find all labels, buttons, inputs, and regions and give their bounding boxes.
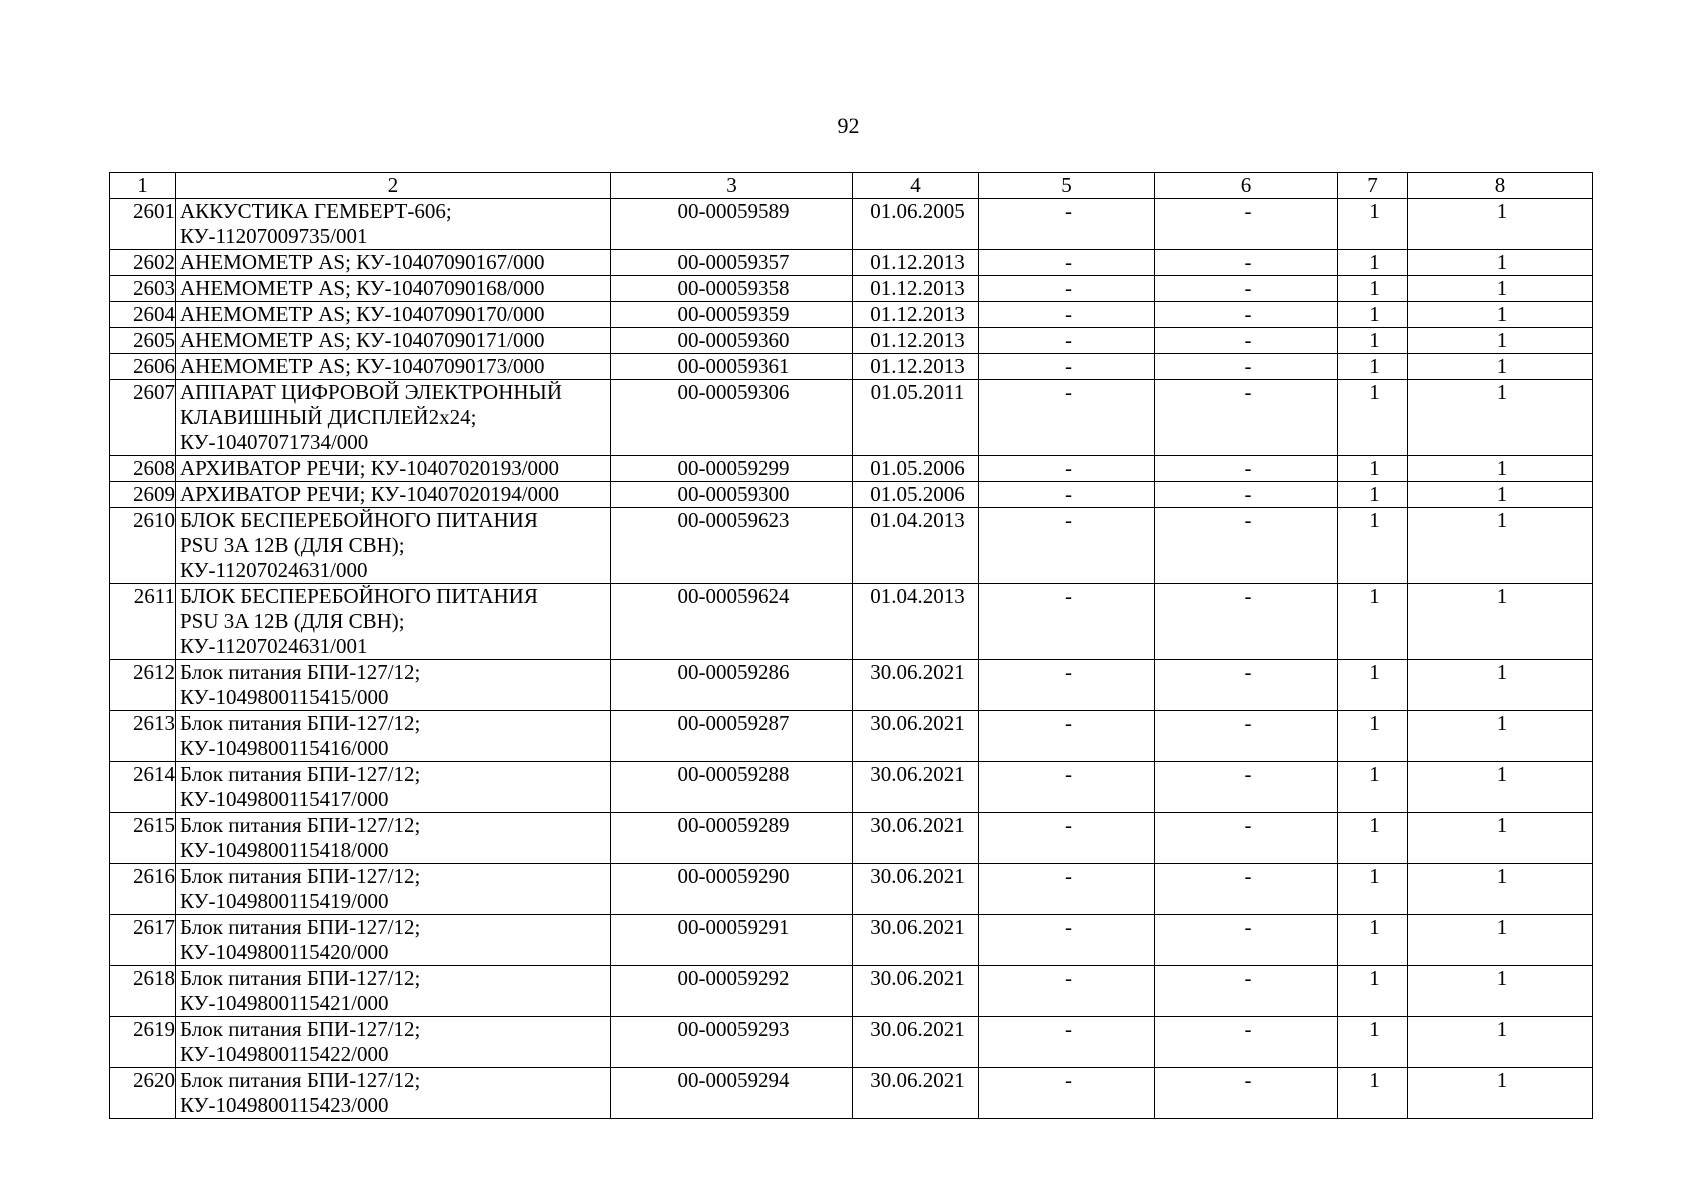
column-7-cell: 1 (1338, 250, 1408, 276)
column-7-cell: 1 (1338, 813, 1408, 864)
column-8-cell: 1 (1408, 199, 1593, 250)
row-number-cell: 2601 (110, 199, 176, 250)
date-cell: 30.06.2021 (853, 1017, 979, 1068)
table-row (110, 762, 1593, 813)
inventory-code-cell: 00-00059361 (611, 354, 853, 380)
column-7-cell: 1 (1338, 302, 1408, 328)
table-row (110, 302, 1593, 328)
column-5-cell: - (979, 328, 1155, 354)
column-8-cell: 1 (1408, 380, 1593, 456)
item-name-cell (176, 915, 611, 966)
column-5-cell: - (979, 302, 1155, 328)
item-name-line: Блок питания БПИ-127/12; (180, 966, 421, 990)
date-cell: 01.12.2013 (853, 276, 979, 302)
table-row (110, 584, 1593, 660)
date-cell: 30.06.2021 (853, 813, 979, 864)
item-name-line: Блок питания БПИ-127/12; (180, 1017, 421, 1041)
column-6-cell: - (1155, 354, 1338, 380)
inventory-code-cell: 00-00059589 (611, 199, 853, 250)
column-5-cell: - (979, 711, 1155, 762)
table-body (110, 199, 1593, 1119)
item-name-cell (176, 456, 611, 482)
column-7-cell: 1 (1338, 762, 1408, 813)
row-number-cell: 2606 (110, 354, 176, 380)
inventory-code-cell: 00-00059359 (611, 302, 853, 328)
column-header-8: 8 (1408, 173, 1593, 199)
date-cell: 30.06.2021 (853, 711, 979, 762)
column-6-cell: - (1155, 276, 1338, 302)
inventory-code-cell: 00-00059289 (611, 813, 853, 864)
inventory-code-cell: 00-00059299 (611, 456, 853, 482)
column-8-cell: 1 (1408, 915, 1593, 966)
column-7-cell: 1 (1338, 456, 1408, 482)
date-cell: 01.06.2005 (853, 199, 979, 250)
row-number-cell: 2612 (110, 660, 176, 711)
column-8-cell: 1 (1408, 328, 1593, 354)
item-name-line: Блок питания БПИ-127/12; (180, 915, 421, 939)
column-8-cell: 1 (1408, 711, 1593, 762)
item-name-cell (176, 380, 611, 456)
row-number-cell: 2609 (110, 482, 176, 508)
inventory-code-cell: 00-00059306 (611, 380, 853, 456)
column-6-cell: - (1155, 328, 1338, 354)
column-7-cell: 1 (1338, 276, 1408, 302)
table-row (110, 660, 1593, 711)
header-row (110, 173, 1593, 199)
item-name-line: КУ-1049800115417/000 (180, 787, 389, 811)
table-row (110, 276, 1593, 302)
item-name-line: КУ-1049800115423/000 (180, 1093, 389, 1117)
column-6-cell: - (1155, 456, 1338, 482)
table-row (110, 813, 1593, 864)
row-number-cell: 2618 (110, 966, 176, 1017)
column-6-cell: - (1155, 864, 1338, 915)
column-5-cell: - (979, 864, 1155, 915)
item-name-line: PSU 3A 12В (ДЛЯ СВН); (180, 533, 405, 557)
row-number-cell: 2602 (110, 250, 176, 276)
inventory-code-cell: 00-00059292 (611, 966, 853, 1017)
item-name-line: Блок питания БПИ-127/12; (180, 864, 421, 888)
date-cell: 01.05.2006 (853, 482, 979, 508)
column-5-cell: - (979, 1068, 1155, 1119)
column-8-cell: 1 (1408, 250, 1593, 276)
item-name-line: КУ-11207024631/001 (180, 634, 368, 658)
item-name-cell (176, 1068, 611, 1119)
date-cell: 01.04.2013 (853, 508, 979, 584)
item-name-line: Блок питания БПИ-127/12; (180, 660, 421, 684)
date-cell: 01.12.2013 (853, 250, 979, 276)
column-8-cell: 1 (1408, 660, 1593, 711)
column-5-cell: - (979, 915, 1155, 966)
column-5-cell: - (979, 813, 1155, 864)
item-name-cell (176, 711, 611, 762)
inventory-code-cell: 00-00059286 (611, 660, 853, 711)
inventory-code-cell: 00-00059360 (611, 328, 853, 354)
inventory-code-cell: 00-00059623 (611, 508, 853, 584)
row-number-cell: 2607 (110, 380, 176, 456)
table-row (110, 915, 1593, 966)
column-8-cell: 1 (1408, 354, 1593, 380)
column-6-cell: - (1155, 966, 1338, 1017)
inventory-code-cell: 00-00059624 (611, 584, 853, 660)
item-name-cell (176, 762, 611, 813)
inventory-code-cell: 00-00059293 (611, 1017, 853, 1068)
table-row (110, 1017, 1593, 1068)
table-row (110, 711, 1593, 762)
inventory-code-cell: 00-00059300 (611, 482, 853, 508)
table-row (110, 199, 1593, 250)
column-6-cell: - (1155, 482, 1338, 508)
item-name-line: АНЕМОМЕТР AS; КУ-10407090170/000 (180, 302, 545, 326)
date-cell: 30.06.2021 (853, 915, 979, 966)
column-7-cell: 1 (1338, 660, 1408, 711)
column-7-cell: 1 (1338, 966, 1408, 1017)
date-cell: 30.06.2021 (853, 762, 979, 813)
item-name-cell (176, 508, 611, 584)
inventory-code-cell: 00-00059357 (611, 250, 853, 276)
column-6-cell: - (1155, 508, 1338, 584)
table-row (110, 966, 1593, 1017)
column-6-cell: - (1155, 915, 1338, 966)
item-name-line: Блок питания БПИ-127/12; (180, 762, 421, 786)
column-5-cell: - (979, 199, 1155, 250)
date-cell: 01.12.2013 (853, 354, 979, 380)
column-header-7: 7 (1338, 173, 1408, 199)
item-name-cell (176, 660, 611, 711)
table-header (110, 173, 1593, 199)
item-name-line: БЛОК БЕСПЕРЕБОЙНОГО ПИТАНИЯ (180, 508, 538, 532)
row-number-cell: 2614 (110, 762, 176, 813)
item-name-line: КУ-1049800115415/000 (180, 685, 389, 709)
column-8-cell: 1 (1408, 584, 1593, 660)
item-name-line: КУ-1049800115418/000 (180, 838, 389, 862)
date-cell: 01.05.2011 (853, 380, 979, 456)
item-name-line: КУ-1049800115420/000 (180, 940, 389, 964)
column-5-cell: - (979, 456, 1155, 482)
column-8-cell: 1 (1408, 762, 1593, 813)
column-6-cell: - (1155, 762, 1338, 813)
column-7-cell: 1 (1338, 584, 1408, 660)
table-row (110, 354, 1593, 380)
item-name-line: АНЕМОМЕТР AS; КУ-10407090167/000 (180, 250, 545, 274)
item-name-line: КУ-1049800115419/000 (180, 889, 389, 913)
column-6-cell: - (1155, 302, 1338, 328)
inventory-code-cell: 00-00059294 (611, 1068, 853, 1119)
date-cell: 01.12.2013 (853, 302, 979, 328)
column-7-cell: 1 (1338, 915, 1408, 966)
column-5-cell: - (979, 508, 1155, 584)
table-row (110, 1068, 1593, 1119)
item-name-line: КУ-1049800115416/000 (180, 736, 389, 760)
table-row (110, 328, 1593, 354)
item-name-cell (176, 966, 611, 1017)
table-row (110, 380, 1593, 456)
item-name-cell (176, 199, 611, 250)
column-7-cell: 1 (1338, 354, 1408, 380)
column-6-cell: - (1155, 711, 1338, 762)
column-5-cell: - (979, 584, 1155, 660)
item-name-line: КУ-1049800115422/000 (180, 1042, 389, 1066)
item-name-line: КУ-11207024631/000 (180, 558, 368, 582)
item-name-line: АНЕМОМЕТР AS; КУ-10407090171/000 (180, 328, 545, 352)
column-5-cell: - (979, 762, 1155, 813)
item-name-line: PSU 3A 12В (ДЛЯ СВН); (180, 609, 405, 633)
column-6-cell: - (1155, 1017, 1338, 1068)
item-name-line: АНЕМОМЕТР AS; КУ-10407090173/000 (180, 354, 545, 378)
column-7-cell: 1 (1338, 482, 1408, 508)
item-name-cell (176, 584, 611, 660)
item-name-cell (176, 302, 611, 328)
item-name-line: КЛАВИШНЫЙ ДИСПЛЕЙ2х24; (180, 405, 477, 429)
inventory-table (109, 172, 1593, 1119)
column-5-cell: - (979, 276, 1155, 302)
column-5-cell: - (979, 380, 1155, 456)
item-name-line: АККУСТИКА ГЕМБЕРТ-606; (180, 199, 452, 223)
column-7-cell: 1 (1338, 711, 1408, 762)
table-row (110, 456, 1593, 482)
item-name-line: АНЕМОМЕТР AS; КУ-10407090168/000 (180, 276, 545, 300)
column-7-cell: 1 (1338, 380, 1408, 456)
column-8-cell: 1 (1408, 276, 1593, 302)
column-5-cell: - (979, 660, 1155, 711)
item-name-cell (176, 250, 611, 276)
date-cell: 01.04.2013 (853, 584, 979, 660)
date-cell: 30.06.2021 (853, 966, 979, 1017)
column-8-cell: 1 (1408, 966, 1593, 1017)
date-cell: 30.06.2021 (853, 660, 979, 711)
column-7-cell: 1 (1338, 508, 1408, 584)
column-6-cell: - (1155, 584, 1338, 660)
column-6-cell: - (1155, 813, 1338, 864)
date-cell: 01.12.2013 (853, 328, 979, 354)
item-name-line: БЛОК БЕСПЕРЕБОЙНОГО ПИТАНИЯ (180, 584, 538, 608)
item-name-cell (176, 276, 611, 302)
column-5-cell: - (979, 354, 1155, 380)
row-number-cell: 2604 (110, 302, 176, 328)
item-name-cell (176, 864, 611, 915)
row-number-cell: 2615 (110, 813, 176, 864)
inventory-code-cell: 00-00059291 (611, 915, 853, 966)
item-name-line: Блок питания БПИ-127/12; (180, 813, 421, 837)
table-row (110, 864, 1593, 915)
inventory-code-cell: 00-00059287 (611, 711, 853, 762)
item-name-cell (176, 1017, 611, 1068)
column-header-1: 1 (110, 173, 176, 199)
column-8-cell: 1 (1408, 1017, 1593, 1068)
row-number-cell: 2619 (110, 1017, 176, 1068)
row-number-cell: 2608 (110, 456, 176, 482)
item-name-cell (176, 813, 611, 864)
column-header-6: 6 (1155, 173, 1338, 199)
item-name-line: КУ-11207009735/001 (180, 224, 368, 248)
row-number-cell: 2605 (110, 328, 176, 354)
item-name-line: КУ-10407071734/000 (180, 430, 369, 454)
column-7-cell: 1 (1338, 1068, 1408, 1119)
inventory-code-cell: 00-00059290 (611, 864, 853, 915)
column-6-cell: - (1155, 1068, 1338, 1119)
column-8-cell: 1 (1408, 864, 1593, 915)
item-name-line: АРХИВАТОР РЕЧИ; КУ-10407020194/000 (180, 482, 560, 506)
item-name-line: Блок питания БПИ-127/12; (180, 1068, 421, 1092)
page-number: 92 (837, 113, 860, 138)
column-6-cell: - (1155, 199, 1338, 250)
item-name-line: АРХИВАТОР РЕЧИ; КУ-10407020193/000 (180, 456, 560, 480)
column-header-2: 2 (176, 173, 611, 199)
inventory-code-cell: 00-00059358 (611, 276, 853, 302)
date-cell: 01.05.2006 (853, 456, 979, 482)
column-8-cell: 1 (1408, 1068, 1593, 1119)
row-number-cell: 2617 (110, 915, 176, 966)
table-row (110, 508, 1593, 584)
row-number-cell: 2603 (110, 276, 176, 302)
column-8-cell: 1 (1408, 482, 1593, 508)
row-number-cell: 2616 (110, 864, 176, 915)
item-name-line: КУ-1049800115421/000 (180, 991, 389, 1015)
column-7-cell: 1 (1338, 1017, 1408, 1068)
table-row (110, 250, 1593, 276)
inventory-code-cell: 00-00059288 (611, 762, 853, 813)
column-8-cell: 1 (1408, 813, 1593, 864)
row-number-cell: 2613 (110, 711, 176, 762)
item-name-line: АППАРАТ ЦИФРОВОЙ ЭЛЕКТРОННЫЙ (180, 380, 563, 404)
column-5-cell: - (979, 966, 1155, 1017)
column-8-cell: 1 (1408, 508, 1593, 584)
row-number-cell: 2611 (110, 584, 176, 660)
row-number-cell: 2610 (110, 508, 176, 584)
column-7-cell: 1 (1338, 199, 1408, 250)
column-header-4: 4 (853, 173, 979, 199)
column-6-cell: - (1155, 660, 1338, 711)
column-7-cell: 1 (1338, 328, 1408, 354)
column-5-cell: - (979, 250, 1155, 276)
item-name-cell (176, 354, 611, 380)
column-header-5: 5 (979, 173, 1155, 199)
item-name-line: Блок питания БПИ-127/12; (180, 711, 421, 735)
column-6-cell: - (1155, 250, 1338, 276)
table-row (110, 482, 1593, 508)
date-cell: 30.06.2021 (853, 1068, 979, 1119)
column-6-cell: - (1155, 380, 1338, 456)
item-name-cell (176, 482, 611, 508)
row-number-cell: 2620 (110, 1068, 176, 1119)
column-8-cell: 1 (1408, 302, 1593, 328)
column-5-cell: - (979, 482, 1155, 508)
date-cell: 30.06.2021 (853, 864, 979, 915)
item-name-cell (176, 328, 611, 354)
column-7-cell: 1 (1338, 864, 1408, 915)
column-5-cell: - (979, 1017, 1155, 1068)
column-8-cell: 1 (1408, 456, 1593, 482)
column-header-3: 3 (611, 173, 853, 199)
